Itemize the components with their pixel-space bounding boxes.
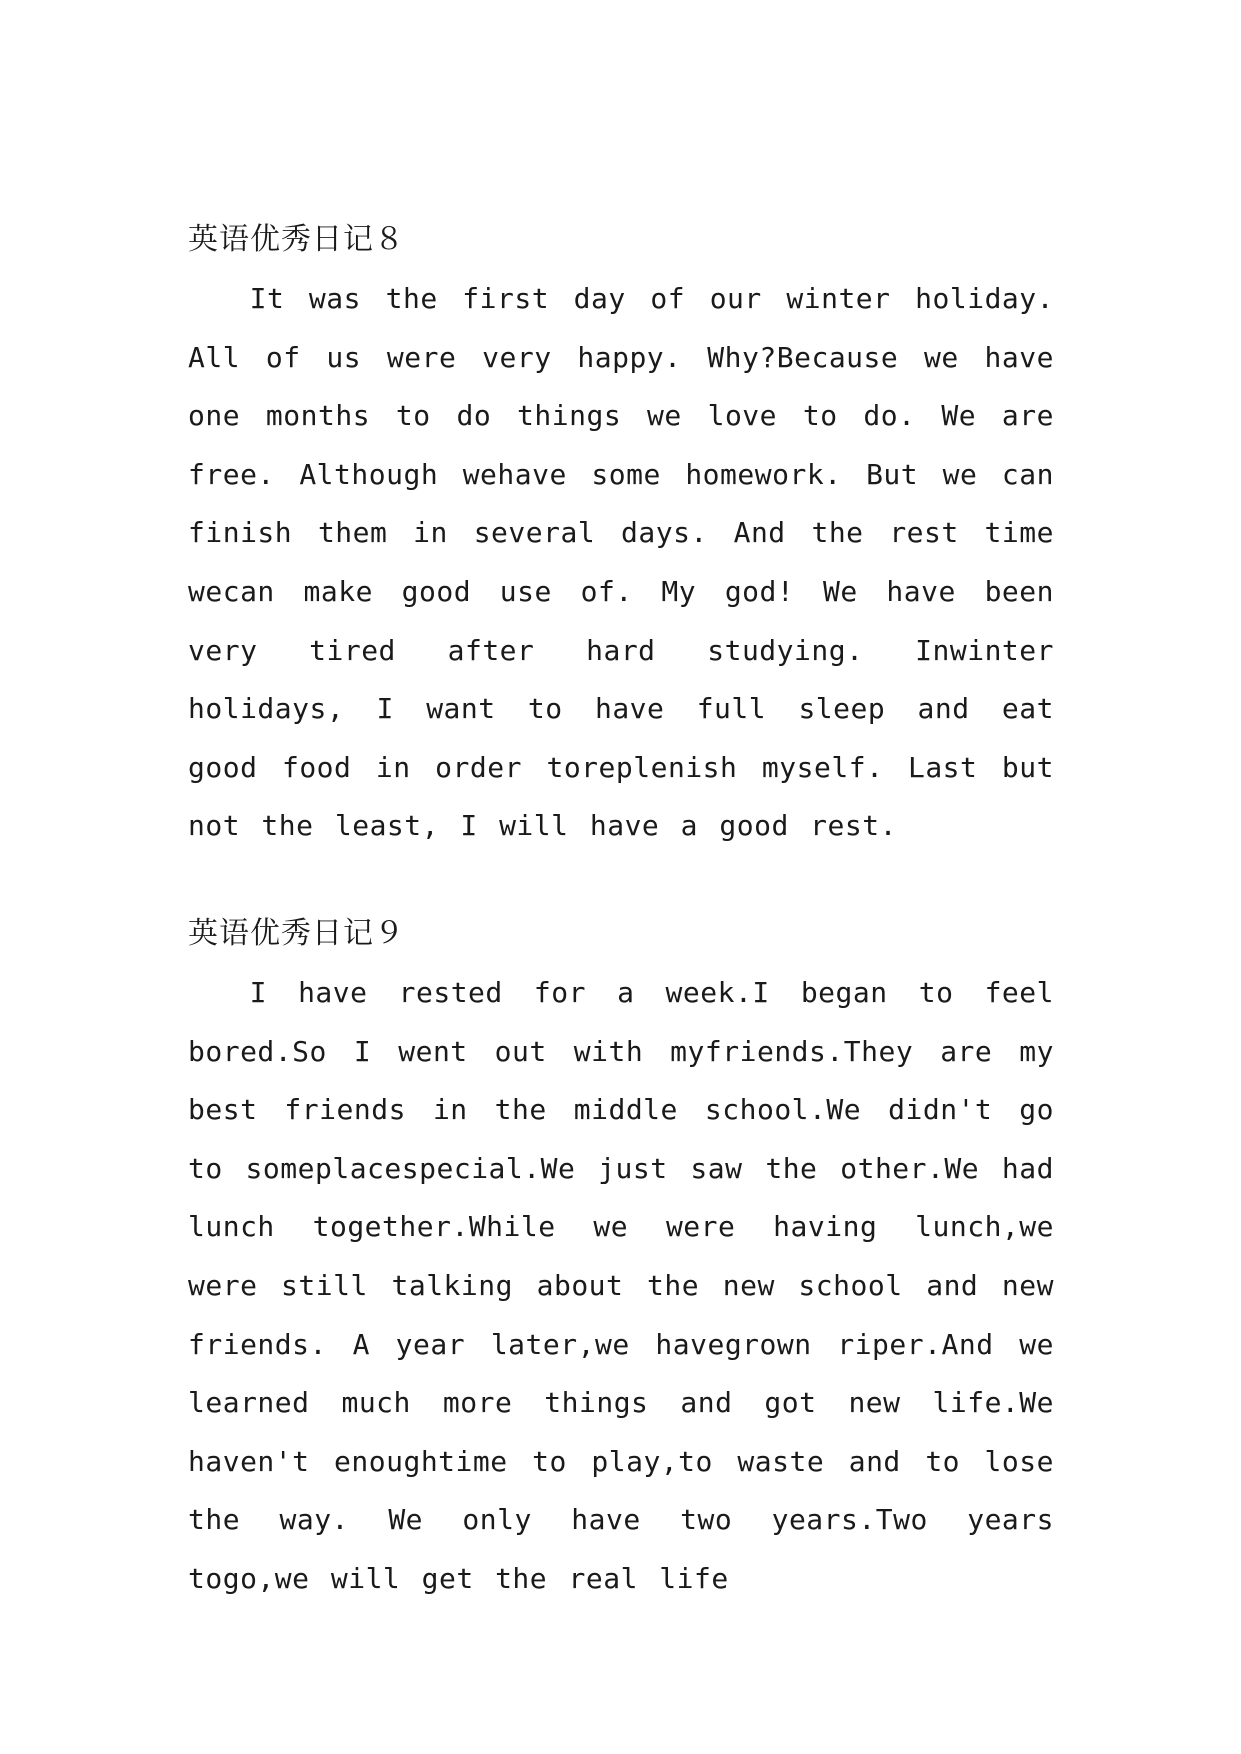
diary-entry-9 — [188, 914, 1054, 1609]
entry-body: It was the first day of our winter holiday. All of us were very happy. Why?Because we have one months to do things we love to do. We are free. Although wehave some homework. But we can finish them in several days. And the rest time wecan make good use of. My god! We have been very tired after hard studying. Inwinter holidays, I want to have full sleep and eat good food in order toreplenish myself. Last but not the least, I will have a good rest. — [188, 282, 1054, 843]
entry-body: I have rested for a week.I began to feel bored.So I went out with myfriends.They are my best friends in the middle school.We didn't go to someplacespecial.We just saw the other.We had lunch together.While we were having lunch,we were still talking about the new school and new friends. A year later,we havegrown riper.And we learned much more things and got new life.We haven't enoughtime to play,to waste and to lose the way. We only have two years.Two years togo,we will get the real life — [188, 975, 1054, 1595]
entry-title: 英语优秀日记８ — [188, 222, 405, 257]
diary-entry-8 — [188, 220, 1054, 856]
document-content — [188, 220, 1054, 1608]
entry-title: 英语优秀日记９ — [188, 915, 405, 951]
